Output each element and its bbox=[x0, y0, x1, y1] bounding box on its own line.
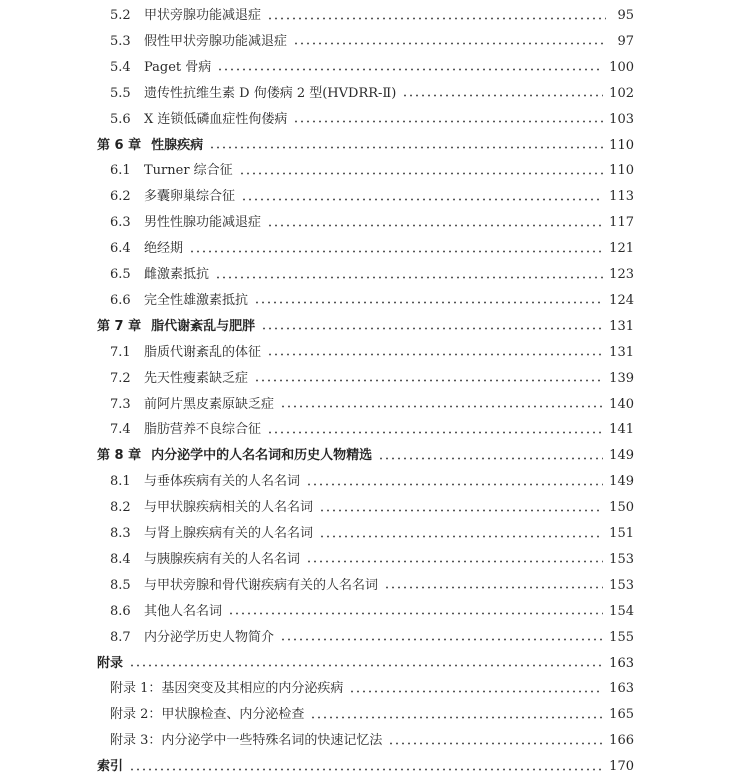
toc-entry-title: 其他人名名词 bbox=[144, 603, 223, 619]
dot-leader bbox=[228, 612, 603, 615]
toc-chapter-row[interactable] bbox=[97, 315, 634, 339]
toc-page-number: 117 bbox=[609, 215, 634, 231]
dot-leader bbox=[267, 353, 603, 356]
toc-entry-number: 8.3 bbox=[110, 526, 131, 541]
toc-page-number: 97 bbox=[617, 33, 634, 49]
dot-leader bbox=[267, 224, 603, 227]
toc-section-row[interactable] bbox=[110, 341, 634, 365]
toc-entry-title: 与胰腺疾病有关的人名名词 bbox=[144, 551, 301, 567]
toc-entry-number: 5.5 bbox=[110, 85, 131, 101]
toc-entry-number: 8.7 bbox=[110, 629, 131, 645]
dot-leader bbox=[310, 716, 603, 719]
toc-page-number: 123 bbox=[609, 267, 634, 282]
toc-appendix-row[interactable] bbox=[110, 703, 634, 727]
toc-entry-number: 6.3 bbox=[110, 215, 131, 231]
toc-entry-title: 脂质代谢紊乱的体征 bbox=[144, 344, 262, 360]
toc-entry-title: 多囊卵巢综合征 bbox=[144, 189, 236, 205]
toc-entry-title: 脂肪营养不良综合征 bbox=[144, 422, 262, 438]
toc-entry-title: 内分泌学历史人物简介 bbox=[144, 629, 275, 645]
toc-section-row[interactable] bbox=[110, 159, 634, 183]
toc-section-row[interactable] bbox=[110, 108, 634, 132]
toc-section-row[interactable] bbox=[110, 367, 634, 391]
toc-entry-title: 男性性腺功能减退症 bbox=[144, 215, 262, 231]
dot-leader bbox=[239, 172, 604, 175]
toc-entry-title: 附录 bbox=[97, 655, 124, 671]
dot-leader bbox=[129, 768, 603, 771]
toc-entry-title: 雌激素抵抗 bbox=[144, 267, 210, 282]
toc-page-number: 166 bbox=[609, 733, 634, 749]
dot-leader bbox=[319, 509, 603, 512]
toc-entry-title: 前阿片黑皮素原缺乏症 bbox=[144, 396, 275, 412]
toc-section-row[interactable] bbox=[110, 56, 634, 80]
toc-page-number: 131 bbox=[609, 318, 634, 334]
dot-leader bbox=[388, 742, 603, 745]
toc-page-number: 153 bbox=[609, 551, 634, 567]
dot-leader bbox=[293, 120, 603, 123]
toc-page-number: 153 bbox=[609, 577, 634, 593]
toc-entry-number: 6.2 bbox=[110, 189, 131, 205]
toc-section-row[interactable] bbox=[110, 626, 634, 650]
toc-section-row[interactable] bbox=[110, 82, 634, 106]
toc-page-number: 163 bbox=[609, 655, 634, 671]
toc-entry-title: 索引 bbox=[97, 759, 124, 775]
toc-entry-title: 绝经期 bbox=[144, 241, 184, 257]
toc-section-row[interactable] bbox=[110, 30, 634, 54]
toc-entry-title: 与肾上腺疾病有关的人名名词 bbox=[144, 526, 314, 541]
toc-section-row[interactable] bbox=[110, 211, 634, 235]
toc-entry-title: 与甲状腺疾病相关的人名名词 bbox=[144, 500, 314, 516]
toc-entry-title: 与甲状旁腺和骨代谢疾病有关的人名名词 bbox=[144, 577, 379, 593]
toc-entry-title: 附录 2：甲状腺检查、内分泌检查 bbox=[110, 707, 305, 723]
toc-entry-title: 假性甲状旁腺功能减退症 bbox=[144, 33, 288, 49]
dot-leader bbox=[215, 276, 603, 279]
dot-leader bbox=[261, 327, 603, 330]
toc-page-number: 140 bbox=[609, 396, 634, 412]
toc-entry-number: 8.1 bbox=[110, 474, 131, 490]
dot-leader bbox=[189, 250, 603, 253]
toc-page-number: 170 bbox=[609, 759, 634, 775]
toc-page-number: 110 bbox=[609, 137, 634, 153]
toc-entry-number: 7.1 bbox=[110, 344, 131, 360]
toc-section-row[interactable] bbox=[110, 4, 634, 28]
toc-section-row[interactable] bbox=[110, 522, 634, 546]
toc-entry-title: 与垂体疾病有关的人名名词 bbox=[144, 474, 301, 490]
toc-page-number: 110 bbox=[609, 163, 634, 179]
toc-section-row[interactable] bbox=[110, 289, 634, 313]
toc-entry-number: 7.4 bbox=[110, 422, 131, 438]
dot-leader bbox=[267, 431, 603, 434]
toc-entry-title: 先天性瘦素缺乏症 bbox=[144, 370, 249, 386]
toc-entry-number: 8.5 bbox=[110, 577, 131, 593]
toc-section-row[interactable] bbox=[110, 496, 634, 520]
toc-entry-number: 8.6 bbox=[110, 603, 131, 619]
dot-leader bbox=[378, 457, 603, 460]
toc-entry-number: 5.3 bbox=[110, 33, 131, 49]
dot-leader bbox=[306, 560, 603, 563]
dot-leader bbox=[280, 405, 603, 408]
toc-entry-title: 附录 1：基因突变及其相应的内分泌疾病 bbox=[110, 681, 344, 697]
toc-entry-number: 第 7 章 bbox=[97, 318, 142, 334]
toc-entry-title: 甲状旁腺功能减退症 bbox=[144, 8, 262, 23]
toc-entry-title: 完全性雄激素抵抗 bbox=[144, 292, 249, 308]
toc-page-number: 141 bbox=[609, 422, 634, 438]
toc-entry-number: 7.3 bbox=[110, 396, 131, 412]
toc-page-number: 124 bbox=[609, 292, 634, 308]
toc-page-number: 103 bbox=[609, 111, 634, 127]
toc-appendix-row[interactable] bbox=[110, 677, 634, 701]
toc-entry-title: Paget 骨病 bbox=[144, 59, 212, 75]
toc-chapter-row[interactable] bbox=[97, 755, 634, 779]
toc-page-number: 165 bbox=[609, 707, 634, 723]
toc-page-number: 139 bbox=[609, 370, 634, 386]
toc-entry-number: 第 8 章 bbox=[97, 448, 142, 464]
toc-entry-title: 性腺疾病 bbox=[151, 137, 204, 153]
toc-section-row[interactable] bbox=[110, 574, 634, 598]
toc-entry-number: 6.4 bbox=[110, 241, 131, 257]
toc-page-number: 113 bbox=[609, 189, 634, 205]
toc-entry-number: 5.6 bbox=[110, 111, 131, 127]
toc-entry-number: 6.1 bbox=[110, 163, 131, 179]
dot-leader bbox=[306, 483, 603, 486]
dot-leader bbox=[254, 379, 603, 382]
toc-entry-title: 附录 3：内分泌学中一些特殊名词的快速记忆法 bbox=[110, 733, 383, 749]
toc-page-number: 150 bbox=[609, 500, 634, 516]
dot-leader bbox=[241, 198, 603, 201]
toc-entry-number: 5.2 bbox=[110, 8, 131, 23]
toc-entry-number: 5.4 bbox=[110, 59, 131, 75]
toc-entry-number: 6.5 bbox=[110, 267, 131, 282]
dot-leader bbox=[293, 42, 606, 45]
toc-entry-number: 7.2 bbox=[110, 370, 131, 386]
dot-leader bbox=[129, 664, 603, 667]
toc-entry-title: 脂代谢紊乱与肥胖 bbox=[151, 318, 256, 334]
toc-chapter-row[interactable] bbox=[97, 134, 634, 158]
toc-page-number: 102 bbox=[609, 85, 634, 101]
toc-entry-number: 第 6 章 bbox=[97, 137, 142, 153]
dot-leader bbox=[349, 690, 603, 693]
toc-entry-title: 内分泌学中的人名名词和历史人物精选 bbox=[151, 448, 373, 464]
toc-page-number: 163 bbox=[609, 681, 634, 697]
toc-entry-number: 8.2 bbox=[110, 500, 131, 516]
toc-page-number: 131 bbox=[609, 344, 634, 360]
dot-leader bbox=[267, 17, 606, 20]
toc-appendix-row[interactable] bbox=[110, 729, 634, 753]
toc-chapter-row[interactable] bbox=[97, 652, 634, 676]
toc-page-number: 151 bbox=[609, 526, 634, 541]
toc-entry-number: 6.6 bbox=[110, 292, 131, 308]
dot-leader bbox=[217, 68, 603, 71]
toc-section-row[interactable] bbox=[110, 418, 634, 442]
toc-entry-title: 遗传性抗维生素 D 佝偻病 2 型(HVDRR-Ⅱ) bbox=[144, 85, 397, 101]
toc-entry-title: Turner 综合征 bbox=[144, 163, 233, 179]
toc-section-row[interactable] bbox=[110, 470, 634, 494]
dot-leader bbox=[280, 638, 603, 641]
toc-section-row[interactable] bbox=[110, 263, 634, 287]
toc-section-row[interactable] bbox=[110, 237, 634, 261]
toc-page-number: 155 bbox=[609, 629, 634, 645]
dot-leader bbox=[254, 301, 603, 304]
toc-page-number: 100 bbox=[609, 59, 634, 75]
dot-leader bbox=[384, 586, 603, 589]
dot-leader bbox=[209, 146, 603, 149]
toc-chapter-row[interactable] bbox=[97, 444, 634, 468]
toc-page-number: 95 bbox=[617, 8, 634, 23]
toc-section-row[interactable] bbox=[110, 393, 634, 417]
dot-leader bbox=[319, 535, 603, 538]
toc-page-number: 154 bbox=[609, 603, 634, 619]
toc-section-row[interactable] bbox=[110, 185, 634, 209]
dot-leader bbox=[402, 94, 603, 97]
toc-entry-number: 8.4 bbox=[110, 551, 131, 567]
toc-section-row[interactable] bbox=[110, 548, 634, 572]
toc-section-row[interactable] bbox=[110, 600, 634, 624]
toc-page-number: 149 bbox=[609, 474, 634, 490]
toc-page-number: 121 bbox=[609, 241, 634, 257]
toc-entry-title: X 连锁低磷血症性佝偻病 bbox=[144, 111, 288, 127]
toc-page-number: 149 bbox=[609, 448, 634, 464]
